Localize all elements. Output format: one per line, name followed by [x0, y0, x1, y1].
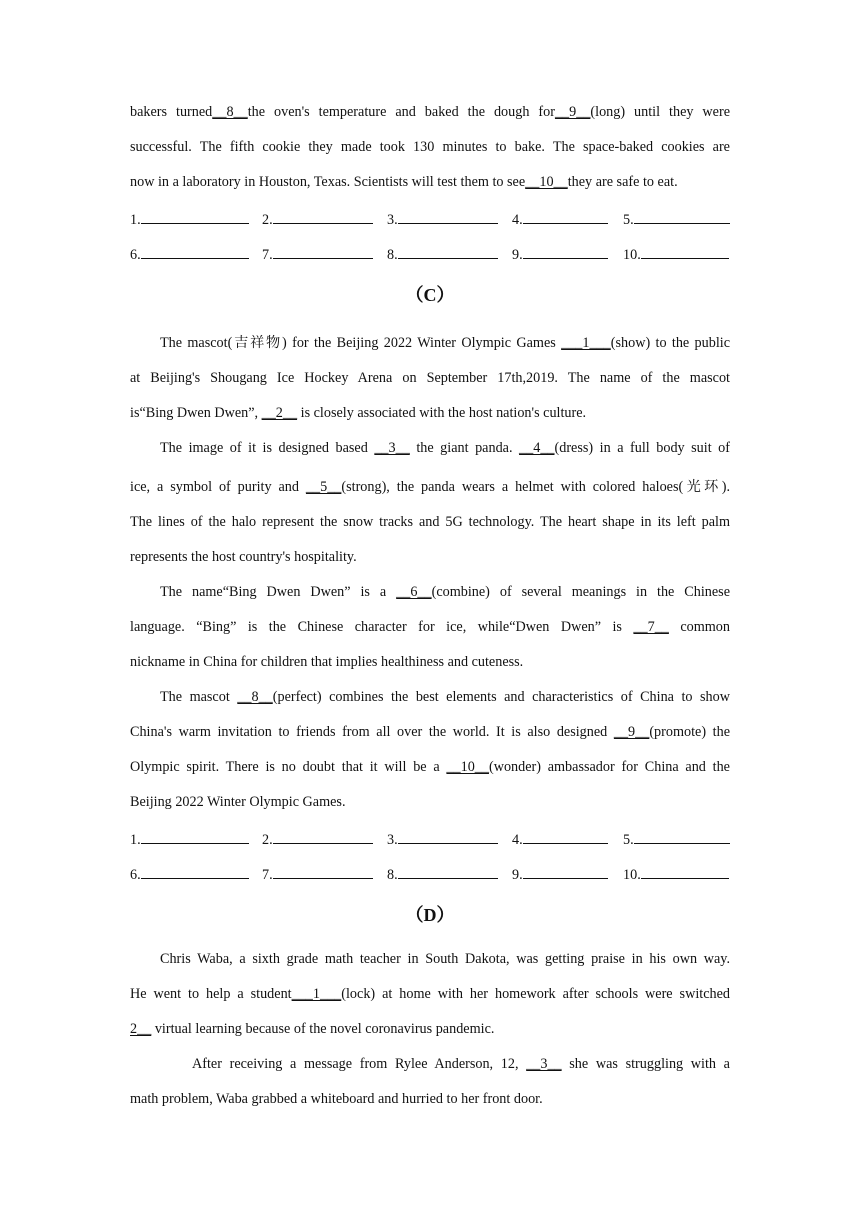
section-c-p2-line-3: The lines of the halo represent the snow tracks and 5G technology. The heart shape in its left palm	[130, 514, 730, 530]
section-c-p4-line-1: The mascot __8__(perfect) combines the best elements and characteristics of China to show	[160, 689, 730, 705]
section-b-line-3: now in a laboratory in Houston, Texas. Scientists will test them to see__10__they are safe to eat.	[130, 174, 678, 190]
section-c-p2-line-1: The image of it is designed based __3__ the giant panda. __4__(dress) in a full body suit of	[160, 440, 730, 456]
section-c-p1-line-1: The mascot(吉祥物) for the Beijing 2022 Winter Olympic Games ___1___(show) to the public	[160, 335, 731, 351]
section-c-p2-line-2: ice, a symbol of purity and __5__(strong), the panda wears a helmet with colored haloes(光环).	[130, 479, 730, 495]
section-d-p2-line-2: math problem, Waba grabbed a whiteboard and hurried to her front door.	[130, 1091, 543, 1107]
section-c-heading: （C）	[405, 285, 455, 305]
blank-10: __10__	[446, 759, 489, 775]
answer-field[interactable]: 8.	[387, 864, 498, 884]
blank-1: ___1___	[291, 986, 342, 1002]
answer-field[interactable]: 4.	[512, 209, 608, 229]
blank-5: __5__	[305, 479, 342, 495]
blank-1: ___1___	[561, 335, 611, 351]
section-c-p3-line-3: nickname in China for children that implies healthiness and cuteness.	[130, 654, 524, 670]
answer-field[interactable]: 10.	[623, 244, 729, 264]
blank-6: __6__	[396, 584, 432, 600]
answer-field[interactable]: 9.	[512, 244, 608, 264]
blank-3: __3__	[374, 440, 410, 456]
section-d-p1-line-3: 2__ virtual learning because of the novel coronavirus pandemic.	[130, 1021, 495, 1037]
blank-2: 2__	[130, 1021, 152, 1037]
answer-field[interactable]: 8.	[387, 244, 498, 264]
blank-2: __2__	[261, 405, 298, 421]
section-c-p1-line-3: is“Bing Dwen Dwen”, __2__ is closely associated with the host nation's culture.	[130, 405, 587, 421]
answer-row-b2	[130, 244, 730, 264]
blank-7: __7__	[633, 619, 669, 635]
blank-9: __9__	[554, 104, 591, 120]
answer-field[interactable]: 3.	[387, 829, 498, 849]
section-c-p4-line-2: China's warm invitation to friends from all over the world. It is also designed __9__(promote) the	[130, 724, 730, 740]
answer-field[interactable]: 3.	[387, 209, 498, 229]
blank-8: __8__	[212, 104, 248, 120]
section-c-p2-line-4: represents the host country's hospitality.	[130, 549, 357, 565]
section-d-p1-line-2: He went to help a student___1___(lock) at home with her homework after schools were switched	[130, 986, 730, 1002]
blank-4: __4__	[519, 440, 555, 456]
section-d-heading: （D）	[405, 905, 455, 925]
answer-field[interactable]: 9.	[512, 864, 608, 884]
section-d-p2-line-1: After receiving a message from Rylee Anderson, 12, __3__ she was struggling with a	[192, 1056, 730, 1072]
section-c-p4-line-4: Beijing 2022 Winter Olympic Games.	[130, 794, 346, 810]
answer-field[interactable]: 6.	[130, 244, 249, 264]
section-c-p3-line-1: The name“Bing Dwen Dwen” is a __6__(combine) of several meanings in the Chinese	[160, 584, 730, 600]
answer-field[interactable]: 1.	[130, 829, 249, 849]
answer-field[interactable]: 2.	[262, 829, 373, 849]
blank-9: __9__	[613, 724, 650, 740]
blank-10: __10__	[525, 174, 568, 190]
answer-field[interactable]: 6.	[130, 864, 249, 884]
section-b-line-2: successful. The fifth cookie they made took 130 minutes to bake. The space-baked cookies are	[130, 139, 730, 155]
answer-field[interactable]: 2.	[262, 209, 373, 229]
answer-field[interactable]: 7.	[262, 864, 373, 884]
answer-field[interactable]: 4.	[512, 829, 608, 849]
answer-row-c1	[130, 829, 730, 849]
section-c-p4-line-3: Olympic spirit. There is no doubt that it will be a __10__(wonder) ambassador for China and the	[130, 759, 730, 775]
blank-3: __3__	[526, 1056, 562, 1072]
answer-field[interactable]: 7.	[262, 244, 373, 264]
answer-field[interactable]: 5.	[623, 209, 730, 229]
answer-row-c2	[130, 864, 730, 884]
answer-field[interactable]: 10.	[623, 864, 729, 884]
section-c-p1-line-2: at Beijing's Shougang Ice Hockey Arena on September 17th,2019. The name of the mascot	[130, 370, 730, 386]
answer-field[interactable]: 5.	[623, 829, 730, 849]
blank-8: __8__	[237, 689, 273, 705]
section-d-p1-line-1: Chris Waba, a sixth grade math teacher in South Dakota, was getting praise in his own way.	[160, 951, 730, 967]
section-b-line-1: bakers turned__8__the oven's temperature and baked the dough for__9__(long) until they were	[130, 104, 730, 120]
section-c-p3-line-2: language. “Bing” is the Chinese character for ice, while“Dwen Dwen” is __7__ common	[130, 619, 730, 635]
answer-field[interactable]: 1.	[130, 209, 249, 229]
answer-row-b1	[130, 209, 730, 229]
